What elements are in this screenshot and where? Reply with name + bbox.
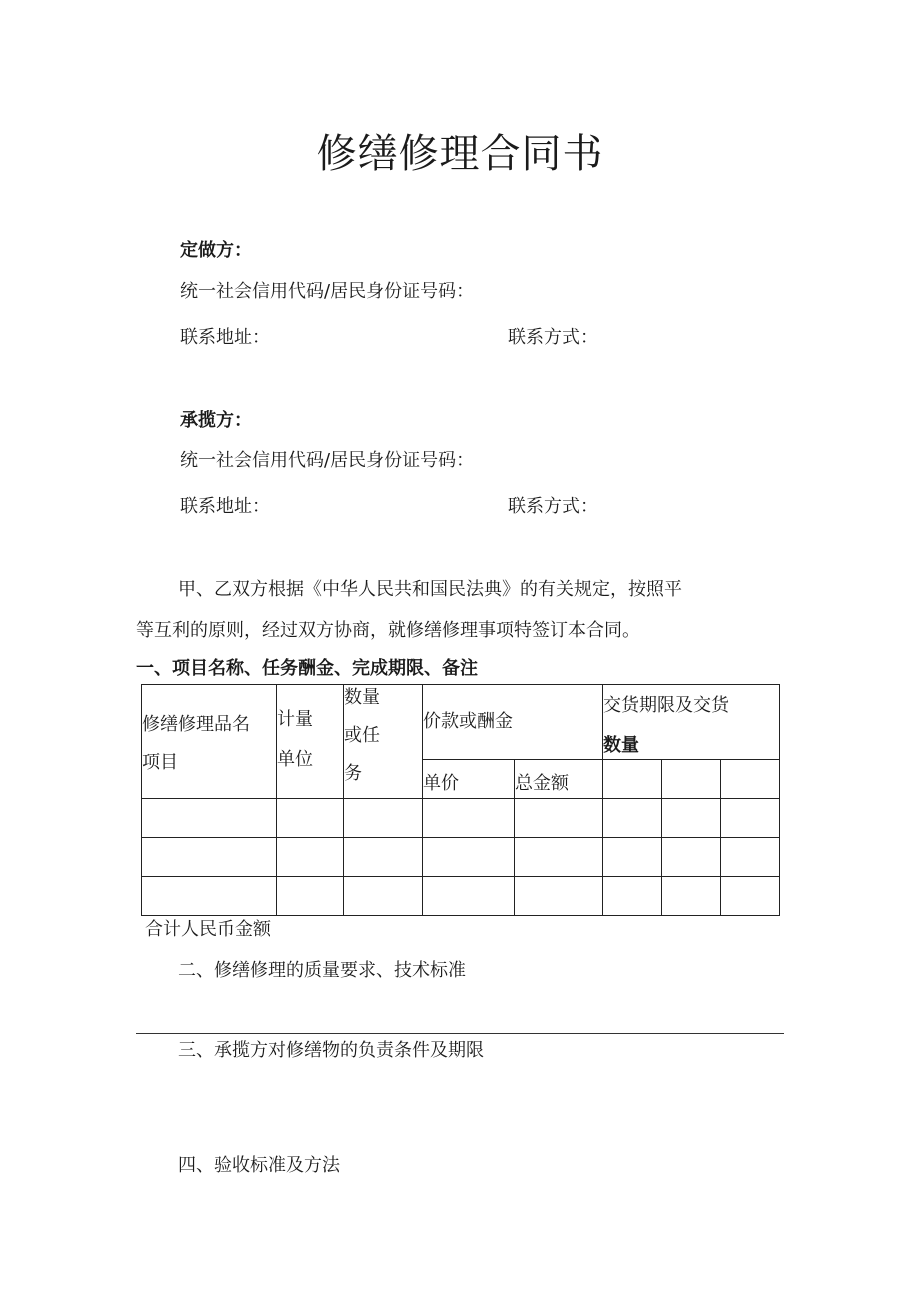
party-b-address-label: 联系地址： [180, 496, 270, 517]
header-price: 价款或酬金 [423, 685, 603, 760]
header-quantity: 数量 或任 务 [344, 685, 423, 799]
header-delivery-sub-2 [662, 760, 721, 799]
party-a-contact-label: 联系方式： [508, 327, 598, 348]
header-unit-price: 单价 [423, 760, 515, 799]
header-unit: 计量 单位 [277, 685, 344, 799]
intro-line-1: 甲、乙双方根据《中华人民共和国民法典》的有关规定，按照平 [178, 579, 682, 600]
party-a-address-label: 联系地址： [180, 327, 270, 348]
total-amount-label: 合计人民币金额 [145, 919, 271, 940]
table-row [142, 877, 780, 916]
party-a-id-label: 统一社会信用代码/居民身份证号码： [180, 281, 475, 302]
header-delivery: 交货期限及交货 数量 [603, 685, 780, 760]
header-total: 总金额 [515, 760, 603, 799]
party-a-label: 定做方： [180, 240, 252, 261]
section-1-heading: 一、项目名称、任务酬金、完成期限、备注 [136, 658, 478, 679]
section-4-heading: 四、验收标准及方法 [178, 1155, 340, 1176]
header-item-name: 修缮修理品名 项目 [142, 685, 277, 799]
party-b-label: 承揽方： [180, 410, 252, 431]
document-title: 修缮修理合同书 [316, 131, 604, 177]
section-3-heading: 三、承揽方对修缮物的负责条件及期限 [178, 1040, 484, 1061]
table-row [142, 799, 780, 838]
divider-line [136, 1033, 784, 1034]
party-b-contact-label: 联系方式： [508, 496, 598, 517]
table-row [142, 838, 780, 877]
intro-line-2: 等互利的原则，经过双方协商，就修缮修理事项特签订本合同。 [136, 620, 640, 641]
section-2-heading: 二、修缮修理的质量要求、技术标准 [178, 960, 466, 981]
header-delivery-sub-1 [603, 760, 662, 799]
header-delivery-sub-3 [721, 760, 780, 799]
party-b-id-label: 统一社会信用代码/居民身份证号码： [180, 450, 475, 471]
items-table [141, 684, 780, 916]
